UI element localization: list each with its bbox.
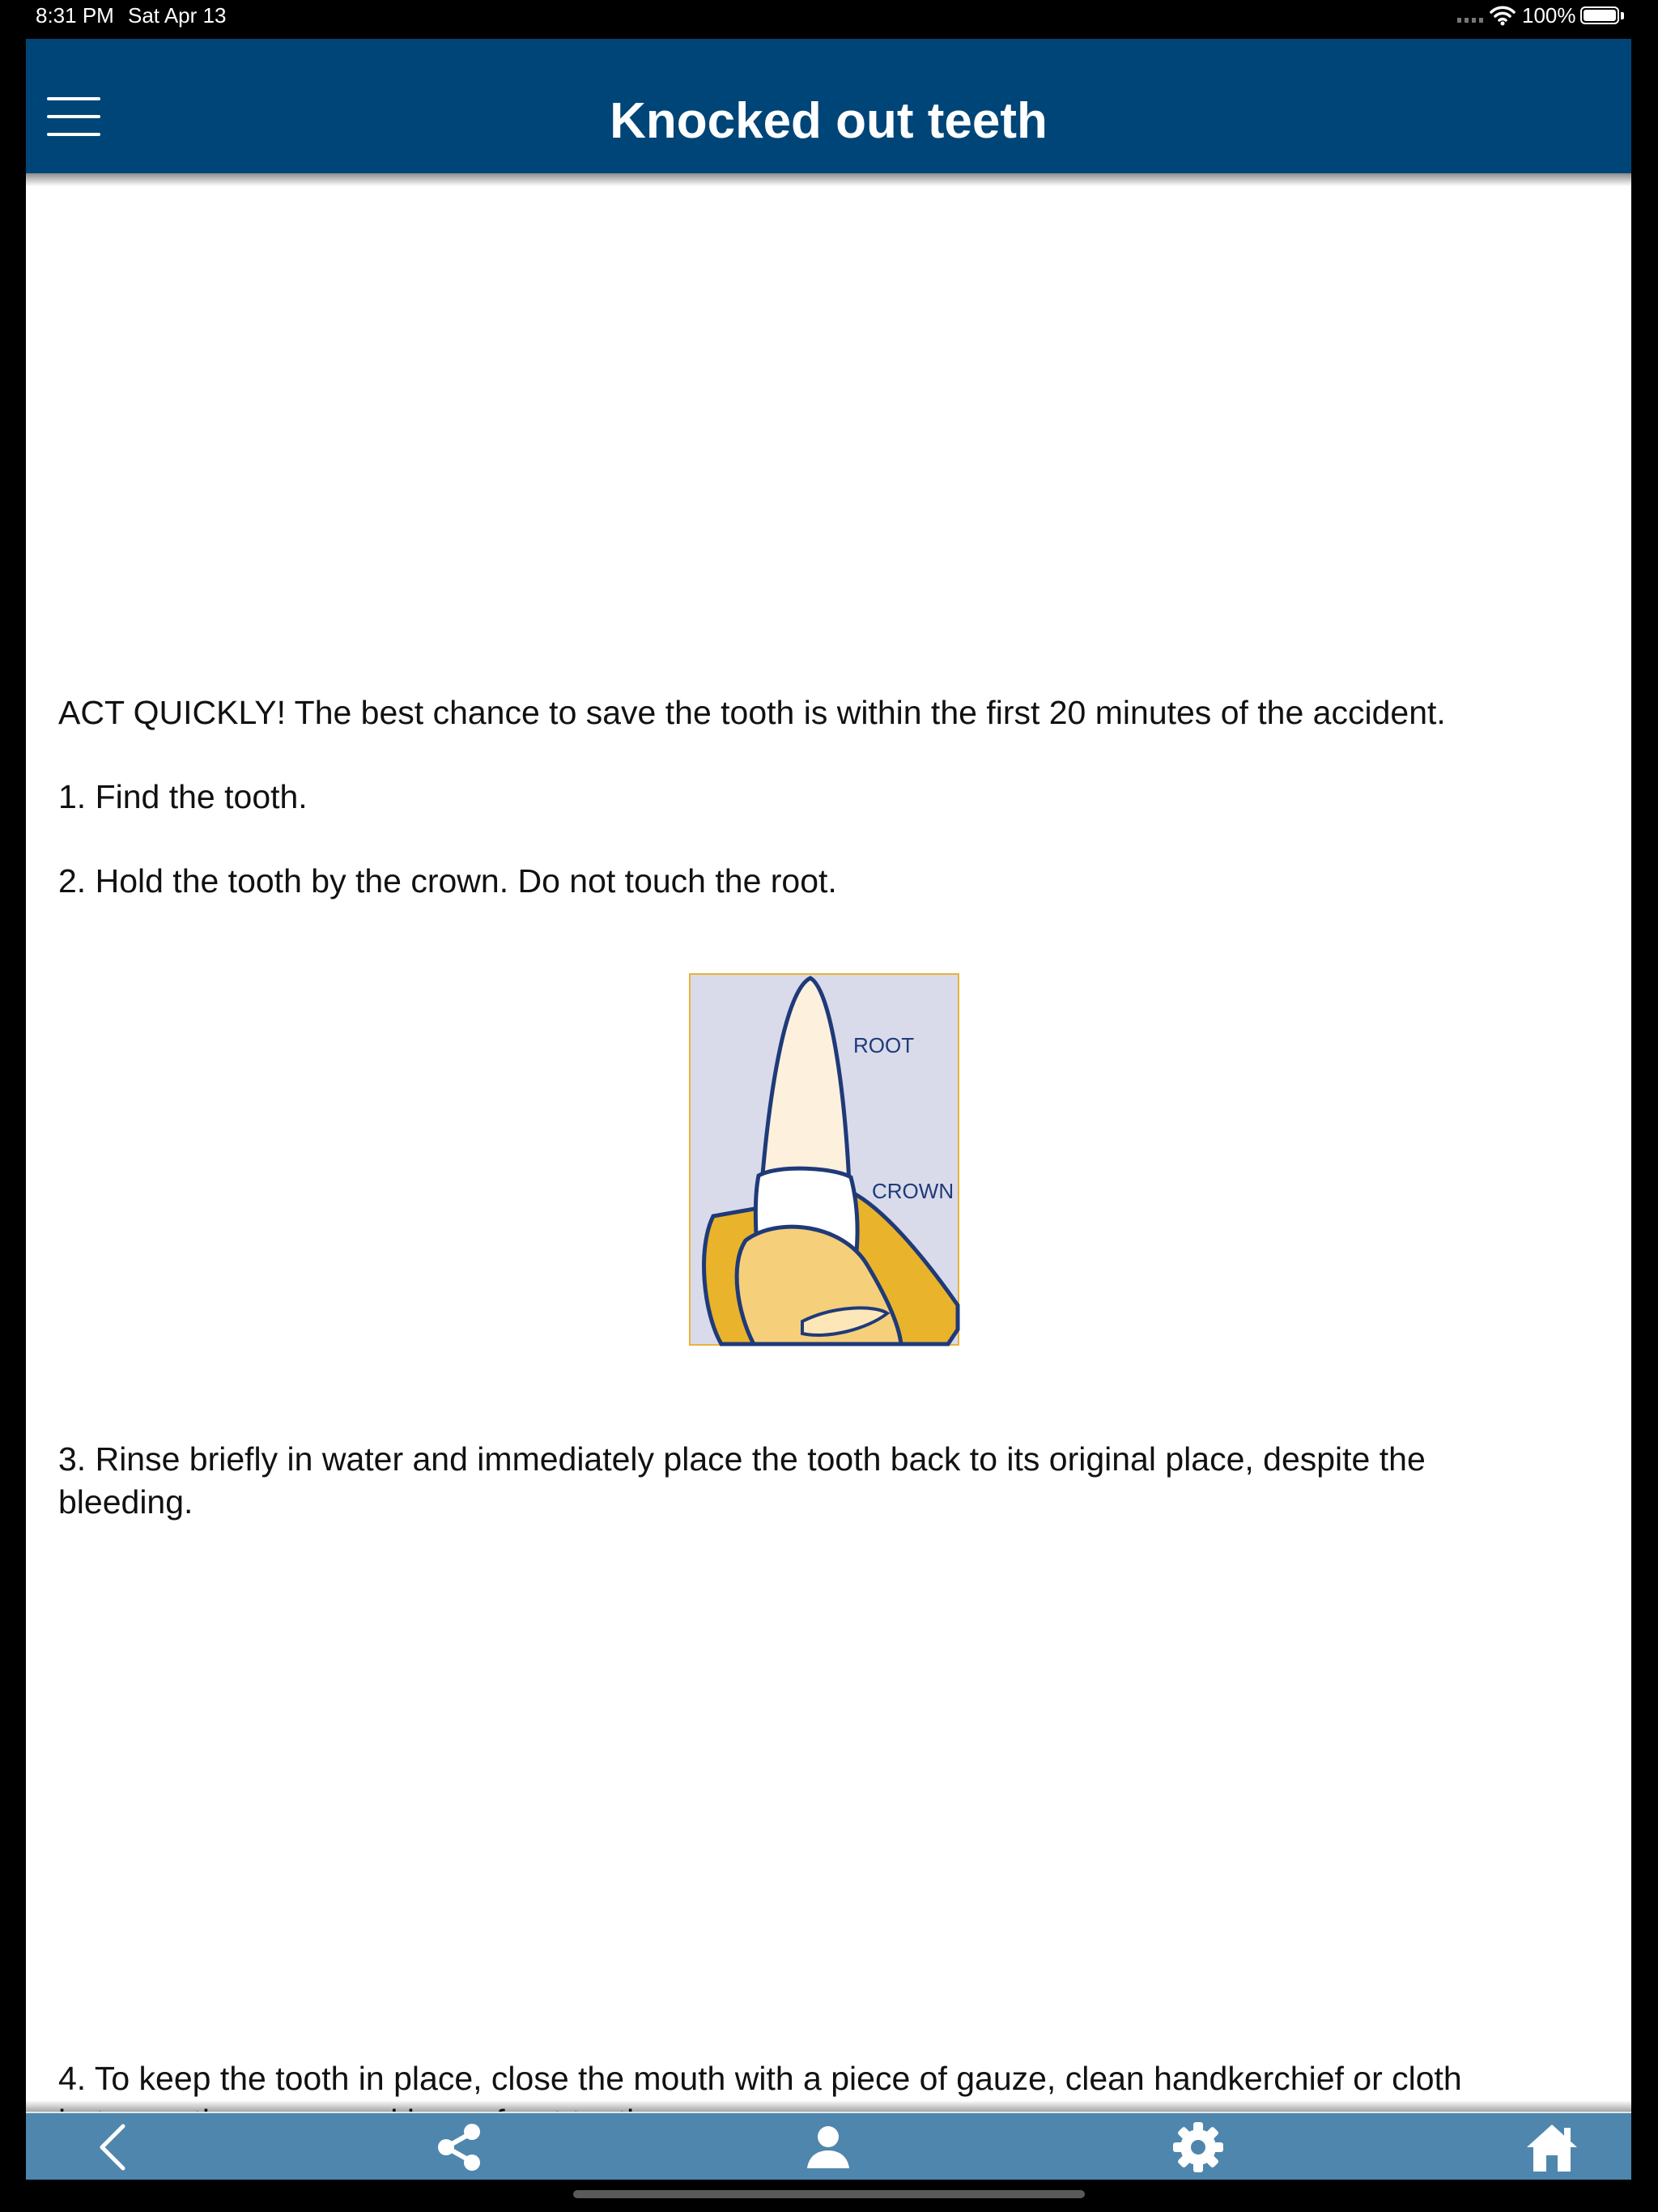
- battery-percentage: 100%: [1522, 3, 1576, 28]
- multitasking-dots-icon: [1457, 18, 1483, 23]
- bottom-toolbar: [26, 2112, 1631, 2180]
- status-date: Sat Apr 13: [128, 3, 227, 28]
- intro-text: ACT QUICKLY! The best chance to save the tooth is within the first 20 minutes of the accident.: [58, 694, 1446, 731]
- crown-label: CROWN: [872, 1179, 954, 1203]
- share-icon[interactable]: [419, 2113, 500, 2181]
- page-title: Knocked out teeth: [610, 93, 1048, 149]
- status-time: 8:31 PM: [36, 3, 114, 28]
- article-content[interactable]: [26, 186, 1631, 2112]
- battery-icon: [1580, 6, 1619, 24]
- header-bar: [26, 39, 1631, 173]
- step-3-text: 3. Rinse briefly in water and immediately place the tooth back to its original place, despite the bleeding.: [58, 1440, 1426, 1521]
- app-window: [26, 39, 1631, 2180]
- step-4-text: 4. To keep the tooth in place, close the mouth with a piece of gauze, clean handkerchief or cloth: [58, 2060, 1462, 2097]
- tooth-illustration: [689, 973, 959, 1346]
- profile-icon[interactable]: [788, 2113, 869, 2181]
- step-1-text: 1. Find the tooth.: [58, 778, 308, 815]
- step-2-text: 2. Hold the tooth by the crown. Do not touch the root.: [58, 862, 837, 900]
- content-bottom-shadow: [26, 2100, 1631, 2112]
- home-indicator[interactable]: [573, 2190, 1085, 2198]
- status-bar: [0, 0, 1658, 37]
- battery-nub: [1621, 12, 1624, 19]
- root-label: ROOT: [853, 1033, 915, 1057]
- wifi-icon: [1490, 5, 1516, 26]
- back-chevron-icon[interactable]: [71, 2113, 152, 2181]
- home-icon[interactable]: [1511, 2113, 1592, 2181]
- settings-gear-icon[interactable]: [1158, 2113, 1239, 2181]
- header-shadow: [26, 173, 1631, 186]
